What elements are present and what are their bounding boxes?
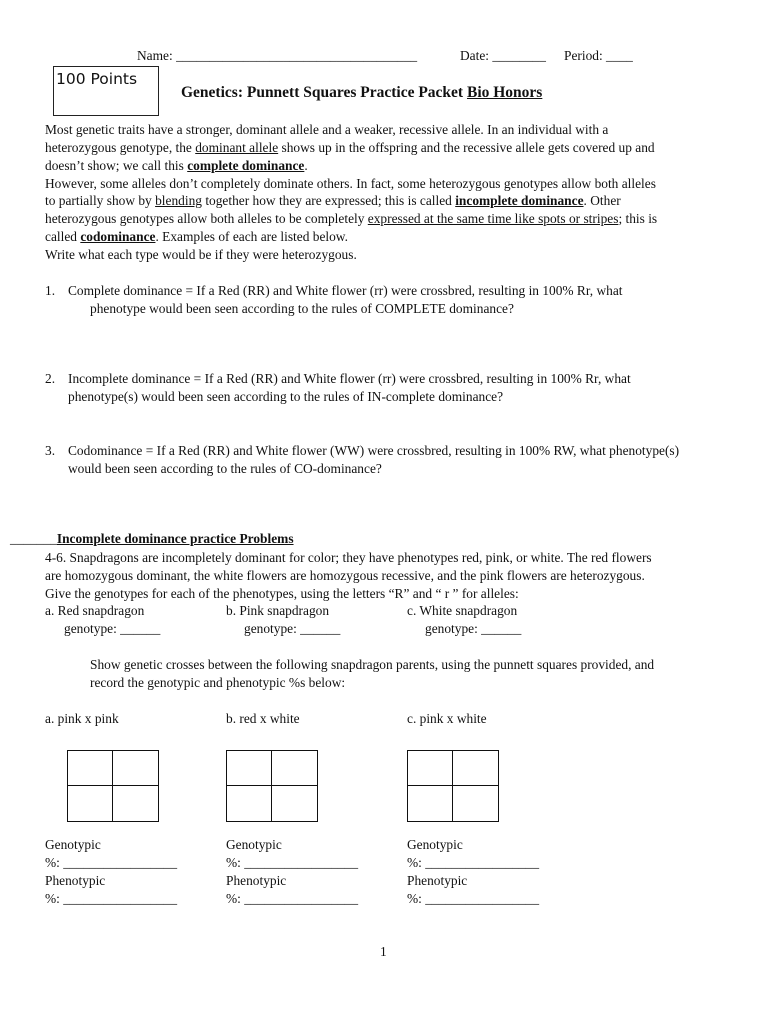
heading-text: Incomplete dominance practice Problems xyxy=(56,531,294,546)
term-incomplete-dominance: incomplete dominance xyxy=(455,193,584,208)
question-3-text-2: would been seen according to the rules of CO-dominance? xyxy=(68,461,382,476)
cross-a-label: a. pink x pink xyxy=(45,711,119,726)
page-title xyxy=(181,84,542,102)
practice-line-2: are homozygous dominant, the white flowers are homozygous recessive, and the pink flowers are heterozygous. xyxy=(45,568,645,583)
name-line xyxy=(137,48,417,64)
date-line xyxy=(460,48,546,64)
question-1-text-2: phenotype would been seen according to the rules of COMPLETE dominance? xyxy=(90,301,514,316)
intro-line-6 xyxy=(45,210,657,228)
cross-c-genotypic-label: Genotypic xyxy=(407,837,463,852)
cross-c-phenotypic-label: Phenotypic xyxy=(407,873,468,888)
snapdragon-b-label: b. Pink snapdragon xyxy=(226,603,330,618)
intro-text: . xyxy=(304,158,308,173)
cross-a-phenotypic-label: Phenotypic xyxy=(45,873,106,888)
date-label: Date: xyxy=(460,48,489,63)
cross-b-label: b. red x white xyxy=(226,711,300,726)
intro-text: to partially show by xyxy=(45,193,156,208)
period-blank[interactable]: ____ xyxy=(606,48,633,63)
intro-text: ; this is xyxy=(618,211,658,226)
cross-c-label: c. pink x white xyxy=(407,711,487,726)
intro-line-1: Most genetic traits have a stronger, dominant allele and a weaker, recessive allele. In an individual with a xyxy=(45,122,609,137)
cross-b-genotypic-label: Genotypic xyxy=(226,837,282,852)
name-label: Name: xyxy=(137,48,173,63)
title-main: Genetics: Punnett Squares Practice Packet xyxy=(181,84,467,101)
term-dominant-allele: dominant allele xyxy=(195,140,279,155)
intro-line-2 xyxy=(45,139,655,157)
term-blending: blending xyxy=(155,193,202,208)
intro-text: called xyxy=(45,229,81,244)
punnett-square-a[interactable] xyxy=(67,750,159,822)
term-codominance: codominance xyxy=(80,229,156,244)
title-honors: Bio Honors xyxy=(466,84,543,101)
intro-line-3 xyxy=(45,157,308,175)
question-3-number: 3. xyxy=(45,443,56,458)
intro-line-7 xyxy=(45,228,348,246)
cross-c-phenotypic-blank[interactable]: %: _________________ xyxy=(407,891,540,906)
practice-heading xyxy=(10,531,294,547)
intro-text: shows up in the offspring and the recessive allele gets covered up and xyxy=(278,140,655,155)
cross-b-phenotypic-label: Phenotypic xyxy=(226,873,287,888)
intro-line-4: However, some alleles don’t completely dominate others. In fact, some heterozygous genotypes allow both alleles xyxy=(45,176,656,191)
punnett-square-c[interactable] xyxy=(407,750,499,822)
intro-text: together how they are expressed; this is called xyxy=(201,193,456,208)
question-2-text-2: phenotype(s) would been seen according to the rules of IN-complete dominance? xyxy=(68,389,504,404)
cross-a-genotypic-label: Genotypic xyxy=(45,837,101,852)
question-1-number: 1. xyxy=(45,283,56,298)
intro-text: heterozygous genotypes allow both alleles to be completely xyxy=(45,211,368,226)
intro-text: doesn’t show; we call this xyxy=(45,158,188,173)
question-2-text: Incomplete dominance = If a Red (RR) and White flower (rr) were crossbred, resulting in 100% Rr, what xyxy=(68,371,631,386)
term-complete-dominance: complete dominance xyxy=(187,158,305,173)
snapdragon-b-genotype[interactable]: genotype: ______ xyxy=(244,621,341,636)
cross-a-genotypic-blank[interactable]: %: _________________ xyxy=(45,855,178,870)
cross-b-genotypic-blank[interactable]: %: _________________ xyxy=(226,855,359,870)
intro-line-5 xyxy=(45,192,621,210)
intro-text: heterozygous genotype, the xyxy=(45,140,196,155)
cross-b-phenotypic-blank[interactable]: %: _________________ xyxy=(226,891,359,906)
practice-line-1: 4-6. Snapdragons are incompletely dominant for color; they have phenotypes red, pink, or white. The red flowers xyxy=(45,550,652,565)
page-number: 1 xyxy=(380,944,387,959)
snapdragon-a-label: a. Red snapdragon xyxy=(45,603,145,618)
points-label: 100 Points xyxy=(56,70,138,88)
period-line xyxy=(564,48,633,64)
date-blank[interactable]: ________ xyxy=(492,48,546,63)
term-expressed: expressed at the same time like spots or stripes xyxy=(367,211,619,226)
punnett-square-b[interactable] xyxy=(226,750,318,822)
instructions-line-1: Show genetic crosses between the following snapdragon parents, using the punnett squares provided, and xyxy=(90,657,655,672)
question-2-number: 2. xyxy=(45,371,56,386)
cross-c-genotypic-blank[interactable]: %: _________________ xyxy=(407,855,540,870)
period-label: Period: xyxy=(564,48,603,63)
intro-text: . Examples of each are listed below. xyxy=(155,229,348,244)
question-1-text: Complete dominance = If a Red (RR) and White flower (rr) were crossbred, resulting in 100% Rr, what xyxy=(68,283,623,298)
instructions-line-2: record the genotypic and phenotypic %s below: xyxy=(90,675,346,690)
intro-text: . Other xyxy=(583,193,621,208)
intro-line-8: Write what each type would be if they were heterozygous. xyxy=(45,247,357,262)
snapdragon-c-genotype[interactable]: genotype: ______ xyxy=(425,621,522,636)
snapdragon-a-genotype[interactable]: genotype: ______ xyxy=(64,621,161,636)
question-3-text: Codominance = If a Red (RR) and White flower (WW) were crossbred, resulting in 100% RW, what phenotype(s) xyxy=(68,443,680,458)
name-blank[interactable]: ____________________________________ xyxy=(176,48,418,63)
heading-lead-blank: _______ xyxy=(10,531,57,546)
practice-line-3: Give the genotypes for each of the phenotypes, using the letters “R” and “ r ” for alleles: xyxy=(45,586,519,601)
cross-a-phenotypic-blank[interactable]: %: _________________ xyxy=(45,891,178,906)
snapdragon-c-label: c. White snapdragon xyxy=(407,603,518,618)
